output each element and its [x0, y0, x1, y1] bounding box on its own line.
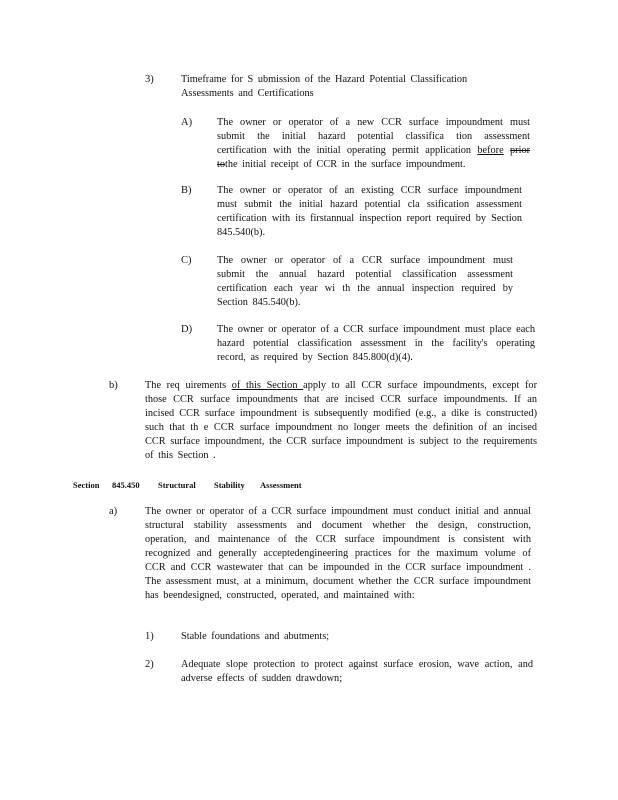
- item-3-title-line1: Timeframe for S ubmission of the Hazard Potential Classification: [181, 74, 468, 85]
- item-3-title: [181, 73, 501, 101]
- item-A-text-pre: The owner or operator of a new CCR surface impoundment must submit the initial hazard potential classifica tion assessment certification with the initial operating permit application: [217, 117, 530, 156]
- section-label: Section: [73, 480, 100, 490]
- item-A-text: [217, 116, 530, 172]
- item-b-number: b): [109, 380, 118, 391]
- item-A-deleted-text: prior to: [217, 145, 531, 170]
- item-1-text: Stable foundations and abutments;: [181, 631, 330, 642]
- item-a-number: a): [109, 506, 118, 517]
- section-number: 845.450: [112, 480, 140, 490]
- item-2-number: 2): [145, 659, 154, 670]
- item-1-number: 1): [145, 631, 154, 642]
- section-title-word1: Structural: [158, 480, 196, 490]
- item-B-number: B): [181, 185, 192, 196]
- item-b-inserted-text: of this Section: [231, 380, 304, 391]
- item-B-text: The owner or operator of an existing CCR surface impoundment must submit the initial hazard potential cla ssification assessment certification with its firstannual inspection report required by Section 845.540(b).: [217, 185, 522, 238]
- item-3-number: 3): [145, 74, 154, 85]
- item-2-text: Adequate slope protection to protect against surface erosion, wave action, and adverse effects of sudden drawdown;: [181, 659, 533, 684]
- section-title-word3: Assessment: [260, 480, 302, 490]
- item-A-text-post: the initial receipt of CCR in the surface impoundment.: [225, 159, 466, 170]
- item-b-text: [145, 379, 537, 463]
- item-D-number: D): [181, 324, 193, 335]
- item-A-number: A): [181, 117, 193, 128]
- item-C-text: The owner or operator of a CCR surface impoundment must submit the annual hazard potential classification assessment certification each year wi th the annual inspection required by Section 845.540(b).: [217, 255, 513, 308]
- item-b-text-pre: The req uirements: [145, 380, 232, 391]
- section-title-word2: Stability: [214, 480, 245, 490]
- item-D-text: The owner or operator of a CCR surface impoundment must place each hazard potential classification assessment in the facility's operating record, as required by Section 845.800(d)(4).: [217, 324, 535, 363]
- item-C-number: C): [181, 255, 192, 266]
- item-b-text-post: apply to all CCR surface impoundments, except for those CCR surface impoundments that are incised CCR surface impoundments. If an incised CCR surface impoundment is subsequently modified (e.g., a dike is constructed) such that th e CCR surface impoundment no longer meets the definition of an incised CCR surface impoundment, the CCR surface impoundment is subject to the requirements of this Section .: [145, 380, 537, 461]
- item-A-inserted-text: before: [477, 145, 504, 156]
- item-3-title-line2: Assessments and Certifications: [181, 88, 314, 99]
- item-a-text: The owner or operator of a CCR surface impoundment must conduct initial and annual structural stability assessments and document whether the design, construction, operation, and maintenance of the CCR surface impoundment is consistent with recognized and generally acceptedengineering practices for the maximum volume of CCR and CCR wastewater that can be impounded in the CCR surface impoundment . The assessment must, at a minimum, document whether the CCR surface impoundment has beendesigned, constructed, operated, and maintained with:: [145, 506, 531, 601]
